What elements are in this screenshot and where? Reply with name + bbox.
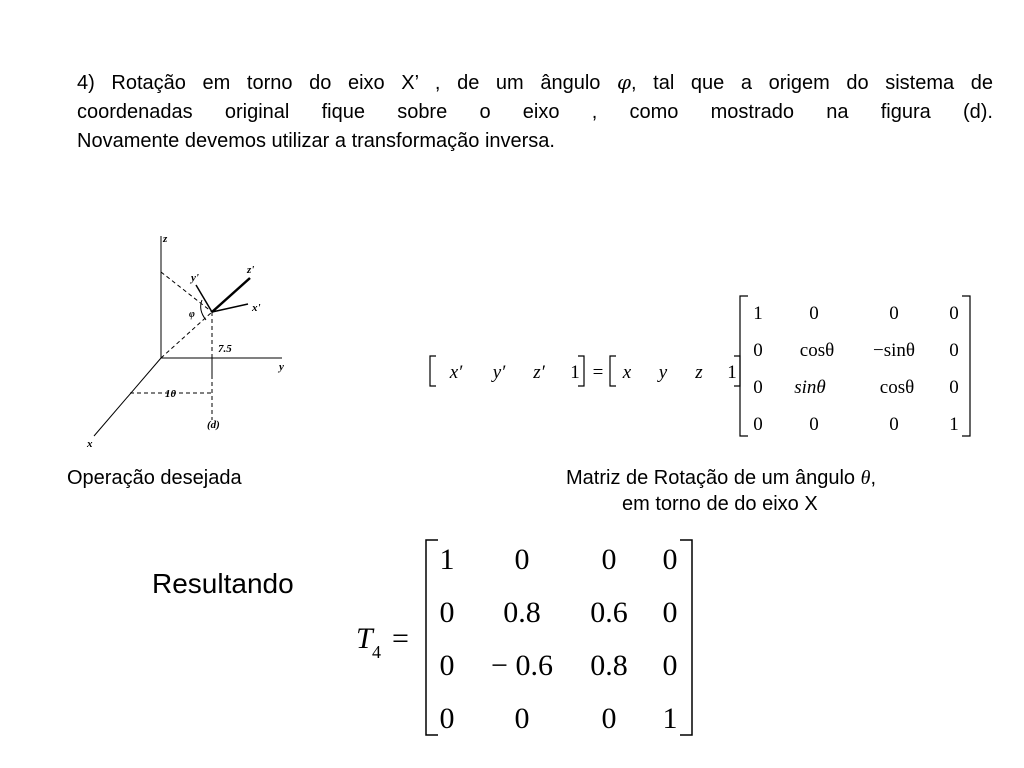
m-cell-2-3: 0 <box>949 377 959 398</box>
r-cell-0-2: 0 <box>601 543 617 576</box>
equation-equals: = <box>592 362 604 383</box>
r-cell-1-3: 0 <box>662 596 678 629</box>
r-cell-0-0: 1 <box>439 543 455 576</box>
matrix-bracket-left <box>740 296 748 436</box>
m-cell-1-0: 0 <box>753 340 763 361</box>
dashed-line-1 <box>161 272 212 312</box>
r-cell-2-1: − 0.6 <box>491 649 553 682</box>
rotation-equation <box>420 290 980 440</box>
caption-right <box>566 465 976 517</box>
r-cell-3-2: 0 <box>601 702 617 735</box>
m-cell-1-1: cosθ <box>799 340 835 361</box>
intro-line-1-post: , tal que a origem do sistema de <box>631 72 993 94</box>
r-cell-1-2: 0.6 <box>590 596 628 629</box>
vec-prime-x: x′ <box>449 362 463 383</box>
m-cell-3-1: 0 <box>809 414 819 435</box>
r-cell-2-2: 0.8 <box>590 649 628 682</box>
m-cell-0-0: 1 <box>753 303 763 324</box>
result-bracket-left <box>426 540 438 735</box>
x-axis-line <box>94 358 161 436</box>
dimension-label-10: 10 <box>165 388 176 400</box>
x-axis-label: x <box>87 438 93 450</box>
m-cell-0-2: 0 <box>889 303 899 324</box>
rotation-figure <box>80 228 300 453</box>
m-cell-1-2: −sinθ <box>873 340 915 361</box>
x-prime-axis-label: x' <box>252 302 261 314</box>
vec-prime-z: z′ <box>533 362 545 383</box>
dashed-line-2 <box>161 312 212 358</box>
result-t-symbol: T <box>356 622 373 655</box>
r-cell-0-1: 0 <box>514 543 530 576</box>
m-cell-2-2: cosθ <box>879 377 915 398</box>
z-prime-axis-label: z' <box>247 264 255 276</box>
m-cell-3-3: 1 <box>949 414 959 435</box>
figure-label: (d) <box>207 419 220 431</box>
result-t-subscript: 4 <box>372 642 381 662</box>
y-prime-axis-line <box>196 285 212 312</box>
result-equals: = <box>392 622 409 655</box>
vec-z: z <box>695 362 703 383</box>
caption-right-line-1 <box>566 465 976 491</box>
bracket-left-2 <box>610 356 616 386</box>
intro-line-1 <box>77 68 993 98</box>
r-cell-2-3: 0 <box>662 649 678 682</box>
m-cell-2-0: 0 <box>753 377 763 398</box>
vec-x: x <box>622 362 632 383</box>
m-cell-2-1: sinθ <box>794 377 826 398</box>
r-cell-3-3: 1 <box>662 702 678 735</box>
dimension-label-7-5: 7.5 <box>218 343 232 355</box>
result-label: Resultando <box>152 568 294 599</box>
y-axis-label: y <box>279 361 284 373</box>
angle-arc <box>201 300 206 320</box>
m-cell-1-3: 0 <box>949 340 959 361</box>
r-cell-3-1: 0 <box>514 702 530 735</box>
vec-one: 1 <box>727 362 737 383</box>
intro-line-3: Novamente devemos utilizar a transformação inversa. <box>77 130 555 152</box>
phi-symbol: φ <box>617 70 632 94</box>
m-cell-3-0: 0 <box>753 414 763 435</box>
matrix-bracket-right <box>962 296 970 436</box>
r-cell-1-1: 0.8 <box>503 596 541 629</box>
vec-prime-y: y′ <box>492 362 506 383</box>
vec-y: y <box>658 362 668 383</box>
caption-right-line-2: em torno de do eixo X <box>622 493 818 515</box>
intro-line-1-pre: 4) Rotação em torno do eixo X’ , de um ângulo <box>77 72 617 94</box>
z-prime-axis-line <box>212 278 250 312</box>
r-cell-0-3: 0 <box>662 543 678 576</box>
m-cell-0-1: 0 <box>809 303 819 324</box>
r-cell-3-0: 0 <box>439 702 455 735</box>
caption-right-line-1-pre: Matriz de Rotação de um ângulo <box>566 467 861 489</box>
bracket-left-1 <box>430 356 436 386</box>
m-cell-3-2: 0 <box>889 414 899 435</box>
intro-paragraph <box>77 68 993 156</box>
r-cell-2-0: 0 <box>439 649 455 682</box>
caption-left: Operação desejada <box>67 467 242 489</box>
angle-label: φ <box>189 309 195 320</box>
z-axis-label: z <box>163 233 168 245</box>
theta-symbol: θ <box>860 467 871 489</box>
caption-right-line-1-post: , <box>870 467 876 489</box>
result-matrix <box>340 530 710 745</box>
result-bracket-right <box>680 540 692 735</box>
vec-prime-one: 1 <box>570 362 580 383</box>
y-prime-axis-label: y' <box>191 272 199 284</box>
intro-line-2: coordenadas original fique sobre o eixo , como mostrado na figura (d). <box>77 101 993 123</box>
m-cell-0-3: 0 <box>949 303 959 324</box>
r-cell-1-0: 0 <box>439 596 455 629</box>
